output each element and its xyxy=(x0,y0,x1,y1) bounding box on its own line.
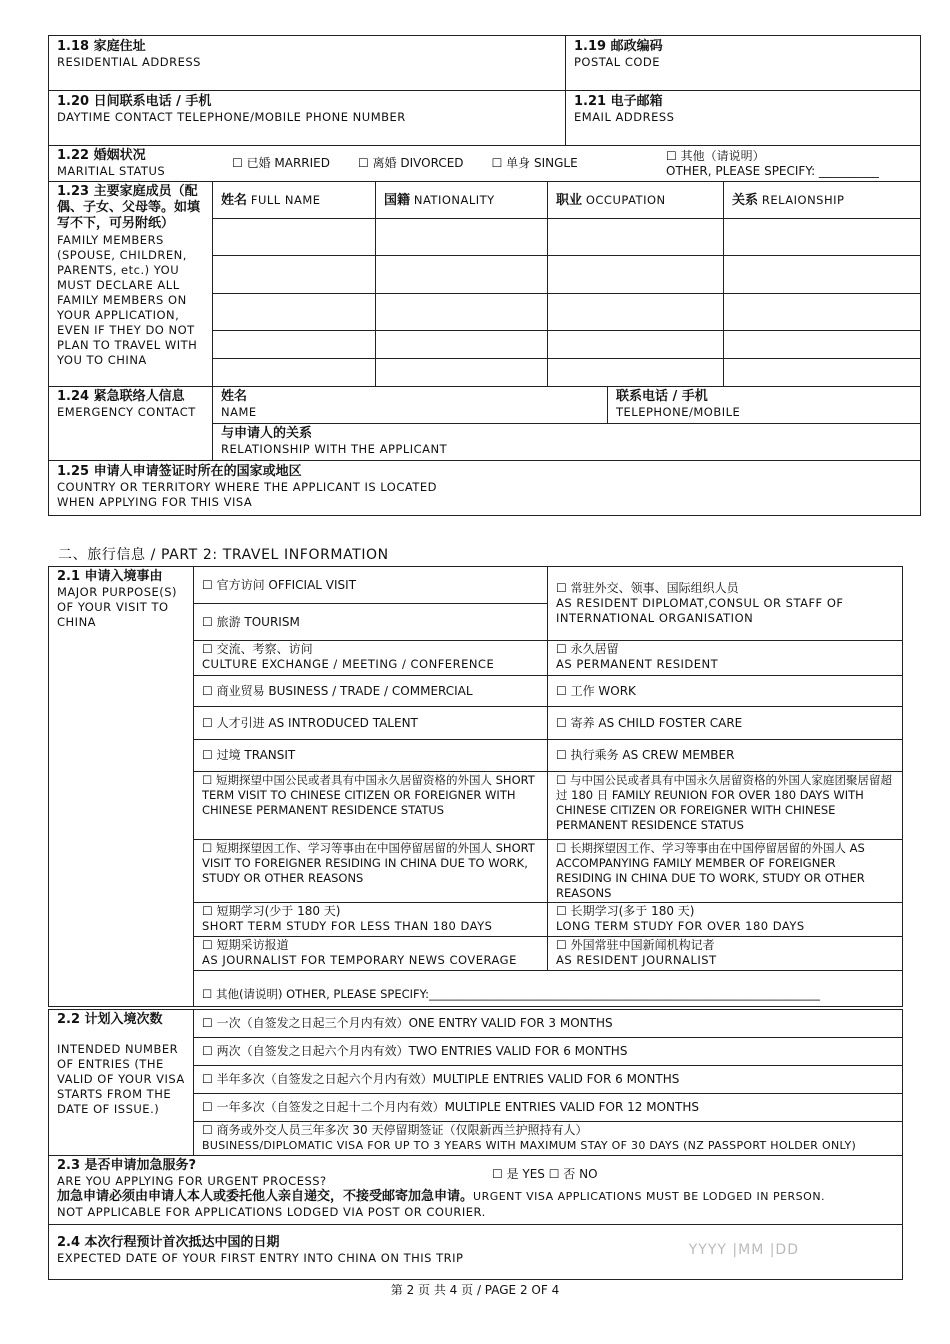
foster-care-checkbox[interactable]: ☐ 寄养 AS CHILD FOSTER CARE xyxy=(548,707,903,740)
entries-table: 2.2 计划入境次数 INTENDED NUMBER OF ENTRIES (THE VALID OF YOUR VISA STARTS FROM THE DATE OF ISSUE.) ☐ 一次（自签发之日起三个月内有效）ONE ENTRY VALID FOR 3 MONTHS ☐ 两次（自签发之日起六个月内有效）TWO ENTRIES VALID FOR 6 MONTHS ☐ 半年多次（自签发之日起六个月内有效）MULTIPLE ENTRIES VALID FOR 6 MONTHS ☐ 一年多次（自签发之日起十二个月内有效）MULTIPLE ENTRIES VALID FOR 12 MONTHS ☐ 商务或外交人员三年多次 30 天停留期签证（仅限新西兰护照持有人） BUSINESS/DIPLOMATIC VISA FOR UP TO 3 YEARS WITH MAXIMUM STAY OF 30 DAYS (NZ PASSPORT HOLDER ONLY) xyxy=(48,1009,903,1156)
family-occupation-cell[interactable] xyxy=(548,359,724,387)
page-number: 第 2 页 共 4 页 / PAGE 2 OF 4 xyxy=(390,1283,560,1297)
email-field[interactable]: 1.21 电子邮箱 EMAIL ADDRESS xyxy=(566,91,921,146)
journalist-resident-checkbox[interactable]: ☐ 外国常驻中国新闻机构记者 AS RESIDENT JOURNALIST xyxy=(548,937,903,971)
culture-exchange-checkbox[interactable]: ☐ 交流、考察、访问 CULTURE EXCHANGE / MEETING / CONFERENCE xyxy=(194,641,548,676)
family-occupation-cell[interactable] xyxy=(548,219,724,256)
daytime-phone-field[interactable]: 1.20 日间联系电话 / 手机 DAYTIME CONTACT TELEPHONE/MOBILE PHONE NUMBER xyxy=(49,91,566,146)
permanent-resident-checkbox[interactable]: ☐ 永久居留 AS PERMANENT RESIDENT xyxy=(548,641,903,676)
short-visit-resident-checkbox[interactable]: ☐ 短期探望因工作、学习等事由在中国停留居留的外国人 SHORT VISIT TO FOREIGNER RESIDING IN CHINA DUE TO WORK, STUDY OR OTHER REASONS xyxy=(194,840,548,903)
family-name-cell[interactable] xyxy=(213,256,376,294)
business-checkbox[interactable]: ☐ 商业贸易 BUSINESS / TRADE / COMMERCIAL xyxy=(194,676,548,707)
family-nationality-cell[interactable] xyxy=(376,331,548,359)
married-checkbox[interactable]: ☐ 已婚 MARRIED xyxy=(232,156,330,170)
crew-member-checkbox[interactable]: ☐ 执行乘务 AS CREW MEMBER xyxy=(548,740,903,772)
emergency-relationship-field[interactable]: 与申请人的关系 RELATIONSHIP WITH THE APPLICANT xyxy=(213,424,921,461)
family-nationality-cell[interactable] xyxy=(376,359,548,387)
purpose-table: 2.1 申请入境事由 MAJOR PURPOSE(S) OF YOUR VISIT TO CHINA ☐ 官方访问 OFFICIAL VISIT ☐ 常驻外交、领事、国际组织人员 AS RESIDENT DIPLOMAT,CONSUL OR STAFF OF INTERNATIONAL ORGANISATION ☐ 旅游 TOURISM ☐ 交流、考察、访问 CULTURE EXCHANGE / MEETING / CONFERENCE ☐ 永久居留 AS PERMANENT RESIDENT ☐ 商业贸易 BUSINESS / TRADE / COMMERCIAL ☐ 工作 WORK ☐ 人才引进 AS INTRODUCED TALENT ☐ 寄养 AS CHILD FOSTER CARE ☐ 过境 TRANSIT ☐ 执行乘务 AS CREW MEMBER ☐ 短期探望中国公民或者具有中国永久居留资格的外国人 SHORT TERM VISIT TO CHINESE CITIZEN OR FOREIGNER WITH CHINESE PERMANENT RESIDENCE STATUS ☐ 与中国公民或者具有中国永久居留资格的外国人家庭团聚居留超过 180 日 FAMILY REUNION FOR OVER 180 DAYS WITH CHINESE CITIZEN OR FOREIGNER WITH CHINESE PERMANENT RESIDENCE STATUS ☐ 短期探望因工作、学习等事由在中国停留居留的外国人 SHORT VISIT TO FOREIGNER RESIDING IN CHINA DUE TO WORK, STUDY OR OTHER REASONS ☐ 长期探望因工作、学习等事由在中国停留居留的外国人 AS ACCOMPANYING FAMILY MEMBER OF FOREIGNER RESIDING IN CHINA DUE TO WORK, STUDY OR OTHER REASONS ☐ 短期学习(少于 180 天) SHORT TERM STUDY FOR LESS THAN 180 DAYS ☐ 长期学习(多于 180 天) LONG TERM STUDY FOR OVER 180 DAYS ☐ 短期采访报道 AS JOURNALIST FOR TEMPORARY NEWS COVERAGE ☐ 外国常驻中国新闻机构记者 AS RESIDENT JOURNALIST ☐ 其他(请说明) OTHER, PLEASE SPECIFY:____________________________________________________________________ xyxy=(48,566,903,1007)
multiple-6-months-checkbox[interactable]: ☐ 半年多次（自签发之日起六个月内有效）MULTIPLE ENTRIES VALID FOR 6 MONTHS xyxy=(194,1066,903,1094)
multiple-12-months-checkbox[interactable]: ☐ 一年多次（自签发之日起十二个月内有效）MULTIPLE ENTRIES VALID FOR 12 MONTHS xyxy=(194,1094,903,1122)
family-members-table: 1.23 主要家庭成员（配偶、子女、父母等。如填写不下，可另附纸） FAMILY MEMBERS (SPOUSE, CHILDREN, PARENTS, etc.) YOU MUST DECLARE ALL FAMILY MEMBERS ON YOUR APPLICATION, EVEN IF THEY DO NOT PLAN TO TRAVEL WITH YOU TO CHINA 姓名 FULL NAME 国籍 NATIONALITY 职业 OCCUPATION 关系 RELAIONSHIP xyxy=(48,181,921,387)
family-nationality-cell[interactable] xyxy=(376,256,548,294)
talent-checkbox[interactable]: ☐ 人才引进 AS INTRODUCED TALENT xyxy=(194,707,548,740)
part2-title: 二、旅行信息 / PART 2: TRAVEL INFORMATION xyxy=(58,547,389,563)
urgent-yes-no-checkbox[interactable]: ☐ 是 YES ☐ 否 NO xyxy=(492,1167,598,1181)
short-visit-citizen-checkbox[interactable]: ☐ 短期探望中国公民或者具有中国永久居留资格的外国人 SHORT TERM VISIT TO CHINESE CITIZEN OR FOREIGNER WITH CHINESE PERMANENT RESIDENCE STATUS xyxy=(194,772,548,840)
family-name-cell[interactable] xyxy=(213,359,376,387)
long-study-checkbox[interactable]: ☐ 长期学习(多于 180 天) LONG TERM STUDY FOR OVER 180 DAYS xyxy=(548,903,903,937)
business-diplomatic-visa-checkbox[interactable]: ☐ 商务或外交人员三年多次 30 天停留期签证（仅限新西兰护照持有人） BUSINESS/DIPLOMATIC VISA FOR UP TO 3 YEARS WITH MAXIMUM STAY OF 30 DAYS (NZ PASSPORT HOLDER ONLY) xyxy=(194,1122,903,1156)
postal-code-field[interactable]: 1.19 邮政编码 POSTAL CODE xyxy=(566,36,921,91)
residential-address-field[interactable]: 1.18 家庭住址 RESIDENTIAL ADDRESS xyxy=(49,36,566,91)
family-nationality-cell[interactable] xyxy=(376,294,548,331)
family-relationship-cell[interactable] xyxy=(724,331,921,359)
family-nationality-cell[interactable] xyxy=(376,219,548,256)
family-reunion-checkbox[interactable]: ☐ 与中国公民或者具有中国永久居留资格的外国人家庭团聚居留超过 180 日 FAMILY REUNION FOR OVER 180 DAYS WITH CHINESE CITIZEN OR FOREIGNER WITH CHINESE PERMANENT RESIDENCE STATUS xyxy=(548,772,903,840)
family-relationship-cell[interactable] xyxy=(724,294,921,331)
q1-18-label: 1.18 家庭住址 xyxy=(57,39,146,54)
family-occupation-cell[interactable] xyxy=(548,256,724,294)
applicant-location-field[interactable]: 1.25 申请人申请签证时所在的国家或地区 COUNTRY OR TERRITORY WHERE THE APPLICANT IS LOCATED WHEN APPLYING FOR THIS VISA xyxy=(49,461,921,516)
one-entry-checkbox[interactable]: ☐ 一次（自签发之日起三个月内有效）ONE ENTRY VALID FOR 3 MONTHS xyxy=(194,1010,903,1038)
emergency-name-field[interactable]: 姓名 NAME xyxy=(213,387,608,424)
entry-date-table: 2.4 本次行程预计首次抵达中国的日期 EXPECTED DATE OF YOUR FIRST ENTRY INTO CHINA ON THIS TRIP YYYY |MM |DD xyxy=(48,1224,903,1280)
entry-date-input[interactable]: YYYY |MM |DD xyxy=(688,1242,799,1258)
work-checkbox[interactable]: ☐ 工作 WORK xyxy=(548,676,903,707)
long-visit-resident-checkbox[interactable]: ☐ 长期探望因工作、学习等事由在中国停留居留的外国人 AS ACCOMPANYING FAMILY MEMBER OF FOREIGNER RESIDING IN CHINA DUE TO WORK, STUDY OR OTHER REASONS xyxy=(548,840,903,903)
other-status-checkbox[interactable]: ☐ 其他（请说明） xyxy=(666,148,765,163)
tourism-checkbox[interactable]: ☐ 旅游 TOURISM xyxy=(194,604,548,641)
location-table xyxy=(48,460,921,516)
family-relationship-cell[interactable] xyxy=(724,219,921,256)
other-status-input[interactable]: OTHER, PLEASE SPECIFY: __________ xyxy=(666,163,879,178)
family-name-cell[interactable] xyxy=(213,219,376,256)
divorced-checkbox[interactable]: ☐ 离婚 DIVORCED xyxy=(358,156,464,170)
resident-diplomat-checkbox[interactable]: ☐ 常驻外交、领事、国际组织人员 AS RESIDENT DIPLOMAT,CONSUL OR STAFF OF INTERNATIONAL ORGANISATION xyxy=(548,567,903,641)
other-purpose-checkbox[interactable]: ☐ 其他(请说明) OTHER, PLEASE SPECIFY:____________________________________________________________________ xyxy=(194,971,903,1007)
family-relationship-cell[interactable] xyxy=(724,359,921,387)
family-occupation-cell[interactable] xyxy=(548,331,724,359)
family-name-cell[interactable] xyxy=(213,331,376,359)
personal-info-table xyxy=(48,35,921,146)
urgent-process-table: 2.3 是否申请加急服务? ARE YOU APPLYING FOR URGENT PROCESS? ☐ 是 YES ☐ 否 NO 加急申请必须由申请人本人或委托他人亲自递交，不接受邮寄加急申请。URGENT VISA APPLICATIONS MUST BE LODGED IN PERSON. NOT APPLICABLE FOR APPLICATIONS LODGED VIA POST OR COURIER. xyxy=(48,1155,903,1225)
family-relationship-cell[interactable] xyxy=(724,256,921,294)
family-name-cell[interactable] xyxy=(213,294,376,331)
two-entries-checkbox[interactable]: ☐ 两次（自签发之日起六个月内有效）TWO ENTRIES VALID FOR 6 MONTHS xyxy=(194,1038,903,1066)
emergency-phone-field[interactable]: 联系电话 / 手机 TELEPHONE/MOBILE xyxy=(608,387,921,424)
marital-status-table: 1.22 婚姻状况 MARITIAL STATUS ☐ 已婚 MARRIED ☐ 离婚 DIVORCED ☐ 单身 SINGLE ☐ 其他（请说明） OTHER, PLEASE SPECIFY: __________ xyxy=(48,145,921,182)
journalist-temporary-checkbox[interactable]: ☐ 短期采访报道 AS JOURNALIST FOR TEMPORARY NEWS COVERAGE xyxy=(194,937,548,971)
emergency-contact-table: 1.24 紧急联络人信息 EMERGENCY CONTACT 姓名 NAME 联系电话 / 手机 TELEPHONE/MOBILE 与申请人的关系 RELATIONSHIP WITH THE APPLICANT xyxy=(48,386,921,461)
family-occupation-cell[interactable] xyxy=(548,294,724,331)
short-study-checkbox[interactable]: ☐ 短期学习(少于 180 天) SHORT TERM STUDY FOR LESS THAN 180 DAYS xyxy=(194,903,548,937)
transit-checkbox[interactable]: ☐ 过境 TRANSIT xyxy=(194,740,548,772)
official-visit-checkbox[interactable]: ☐ 官方访问 OFFICIAL VISIT xyxy=(194,567,548,604)
single-checkbox[interactable]: ☐ 单身 SINGLE xyxy=(491,156,578,170)
